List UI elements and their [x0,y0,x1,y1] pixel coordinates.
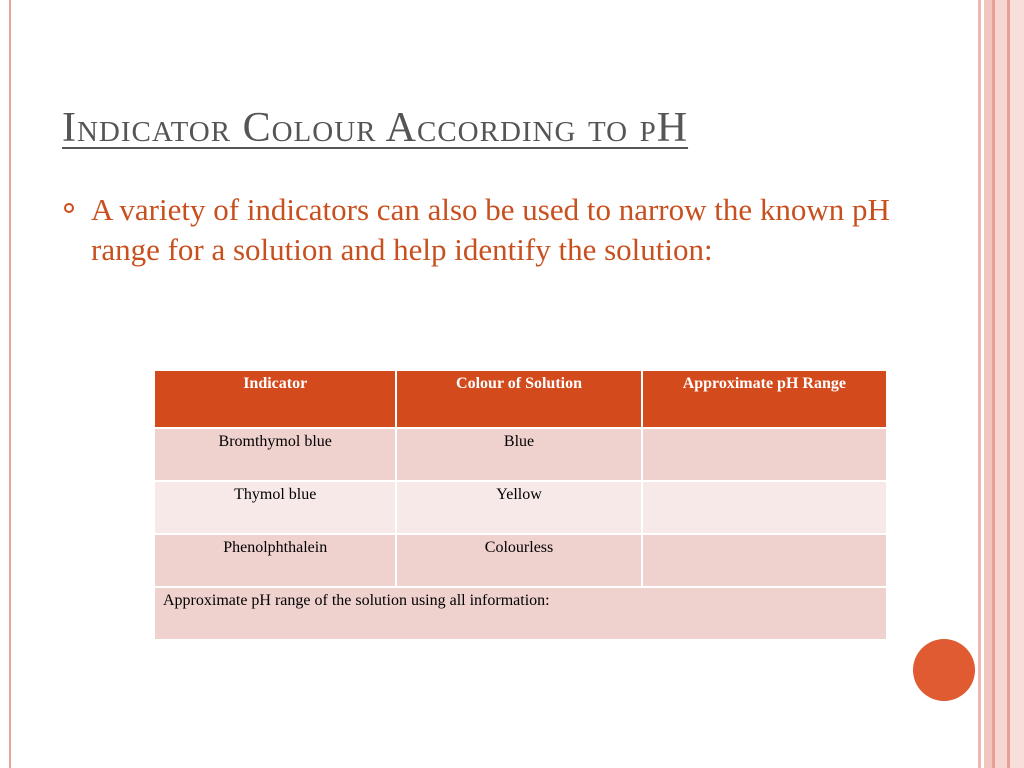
table-row [154,534,887,587]
cell-ph-range [642,428,887,481]
right-stripe [978,0,981,768]
cell-colour: Colourless [396,534,641,587]
orange-circle-decoration [913,639,975,701]
table-row [154,481,887,534]
header-indicator: Indicator [154,370,396,428]
ring-bullet-icon [64,203,74,213]
right-stripe [984,0,992,768]
slide-title: Indicator Colour According to pH [62,105,689,151]
cell-colour: Blue [396,428,641,481]
right-stripe [995,0,1007,768]
cell-indicator: Thymol blue [154,481,396,534]
table-summary-row [154,587,887,640]
cell-indicator: Bromthymol blue [154,428,396,481]
bullet-text: A variety of indicators can also be used to narrow the known pH range for a solution and help identify the solution: [91,192,890,267]
cell-ph-range [642,534,887,587]
indicator-table [153,369,888,641]
table-header-row [154,370,887,428]
right-stripe [1010,0,1024,768]
left-frame-line [9,0,11,768]
header-ph-range: Approximate pH Range [642,370,887,428]
bullet-item [62,190,892,270]
cell-indicator: Phenolphthalein [154,534,396,587]
summary-cell: Approximate pH range of the solution using all information: [154,587,887,640]
cell-colour: Yellow [396,481,641,534]
cell-ph-range [642,481,887,534]
table-row [154,428,887,481]
header-colour: Colour of Solution [396,370,641,428]
